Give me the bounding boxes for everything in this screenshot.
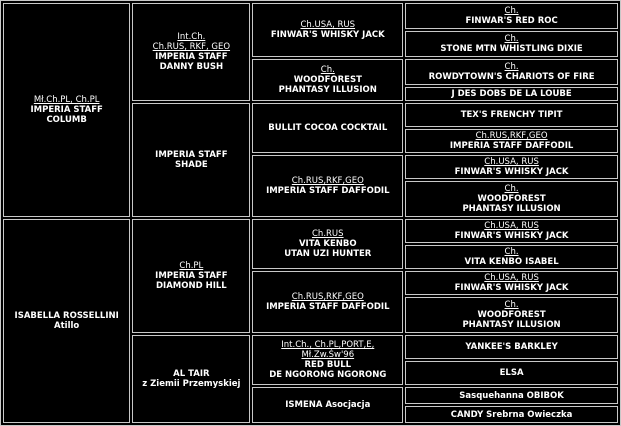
gen4-cell-10 [405, 245, 618, 269]
dam-dam-name: AL TAIR [173, 369, 210, 379]
gen4-name: TEX'S FRENCHY TIPIT [460, 110, 563, 120]
gen4-name: ELSA [499, 368, 524, 378]
dam-sire-name: IMPERIA STAFF [155, 271, 228, 281]
gen3-title: Ch.RUS,RKF,GEO [291, 292, 364, 302]
sire-sire [132, 3, 250, 101]
gen4-name: IMPERIA STAFF DAFFODIL [449, 141, 574, 151]
gen3-cell-4 [252, 155, 403, 217]
dam-dam [132, 335, 250, 423]
gen4-name: CANDY Srebrna Owieczka [450, 409, 573, 420]
gen3-title-line2: Mł.Zw.Św'96 [301, 350, 355, 360]
dam-name: ISABELLA ROSSELLINI [14, 311, 119, 321]
gen4-cell-15 [405, 387, 618, 404]
gen4-cell-1 [405, 3, 618, 29]
gen4-title: Ch.USA, RUS [484, 157, 539, 167]
gen4-name: FINWAR'S WHISKY JACK [454, 283, 569, 293]
gen4-cell-9 [405, 219, 618, 243]
sire-dam [132, 103, 250, 217]
gen3-name: IMPERIA STAFF DAFFODIL [266, 186, 390, 196]
sire-name: IMPERIA STAFF [30, 105, 103, 115]
dam-sire-title: Ch.PL [179, 261, 204, 271]
gen4-title: Ch.USA, RUS [484, 273, 539, 283]
gen3-cell-6 [252, 271, 403, 333]
dam [3, 219, 130, 423]
gen4-cell-11 [405, 271, 618, 295]
gen4-name: Sasquehanna OBIBOK [459, 390, 564, 401]
gen3-title: Ch.USA, RUS [300, 20, 356, 30]
gen3-title: Ch.RUS [312, 229, 344, 239]
gen4-name: FINWAR'S WHISKY JACK [454, 167, 569, 177]
gen3-cell-5 [252, 219, 403, 269]
gen4-name: J DES DOBS DE LA LOUBE [451, 89, 572, 99]
gen3-title: Int.Ch., Ch.PL,PORT,E, [281, 340, 375, 350]
gen4-name: STONE MTN WHISTLING DIXIE [440, 44, 583, 54]
gen4-title: Ch. [504, 300, 519, 310]
gen3-name: RED BULL [304, 360, 352, 370]
gen4-name: FINWAR'S RED ROC [465, 16, 558, 26]
gen4-name: FINWAR'S WHISKY JACK [454, 231, 569, 241]
gen3-cell-1 [252, 3, 403, 57]
gen4-title: Ch. [504, 184, 519, 194]
gen3-title: Ch.RUS,RKF,GEO [291, 176, 364, 186]
sire-title: Mł.Ch.PL, Ch.PL [33, 95, 100, 105]
gen4-cell-5 [405, 103, 618, 127]
gen3-name: BULLIT COCOA COCKTAIL [268, 123, 388, 133]
gen4-name: ROWDYTOWN'S CHARIOTS OF FIRE [428, 72, 595, 82]
gen4-title: Ch.RUS,RKF,GEO [475, 131, 548, 141]
sire-sire-name-line2: DANNY BUSH [159, 62, 224, 72]
gen3-title: Ch. [320, 65, 335, 75]
sire-name-line2: COLUMB [46, 115, 87, 125]
gen4-cell-3 [405, 59, 618, 85]
sire-dam-name: IMPERIA STAFF [155, 150, 228, 160]
sire [3, 3, 130, 217]
gen4-title: Ch. [504, 34, 519, 44]
sire-sire-title-line2: Ch.RUS, RKF, GEO [152, 42, 231, 52]
gen4-cell-16 [405, 406, 618, 423]
gen4-title: Ch.USA, RUS [484, 221, 539, 231]
dam-name-line2: Atillo [54, 321, 80, 331]
gen4-cell-7 [405, 155, 618, 179]
gen4-name: YANKEE'S BARKLEY [465, 342, 558, 352]
gen3-name-line2: PHANTASY ILLUSION [278, 85, 377, 95]
gen4-cell-14 [405, 361, 618, 385]
gen3-name: WOODFOREST [293, 75, 362, 85]
gen3-name-line2: UTAN UZI HUNTER [284, 249, 372, 259]
gen3-name-line2: DE NGORONG NGORONG [269, 370, 387, 380]
gen4-name-line2: PHANTASY ILLUSION [462, 320, 561, 330]
gen4-cell-13 [405, 335, 618, 359]
gen4-title: Ch. [504, 6, 519, 16]
dam-sire [132, 219, 250, 333]
gen3-name: VITA KENBO [298, 239, 357, 249]
gen4-cell-4 [405, 87, 618, 101]
gen3-cell-2 [252, 59, 403, 101]
sire-dam-name-line2: SHADE [175, 160, 208, 170]
gen4-name-line2: PHANTASY ILLUSION [462, 204, 561, 214]
gen3-cell-7 [252, 335, 403, 385]
dam-dam-name-line2: z Ziemii Przemyskiej [142, 379, 241, 389]
gen4-name: WOODFOREST [477, 194, 546, 204]
gen3-name: IMPERIA STAFF DAFFODIL [266, 302, 390, 312]
gen4-cell-12 [405, 297, 618, 333]
gen4-cell-8 [405, 181, 618, 217]
gen4-name: VITA KENBO ISABEL [464, 257, 559, 267]
gen3-cell-3 [252, 103, 403, 153]
sire-sire-name: IMPERIA STAFF [155, 52, 228, 62]
gen4-cell-2 [405, 31, 618, 57]
gen4-name: WOODFOREST [477, 310, 546, 320]
gen4-title: Ch. [504, 247, 519, 257]
gen4-title: Ch. [504, 62, 519, 72]
sire-sire-title: Int.Ch. [177, 32, 206, 42]
dam-sire-name-line2: DIAMOND HILL [156, 281, 227, 291]
gen4-cell-6 [405, 129, 618, 153]
gen3-name: ISMENA Asocjacja [285, 400, 371, 410]
gen3-name: FINWAR'S WHISKY JACK [270, 30, 385, 40]
gen3-cell-8 [252, 387, 403, 423]
